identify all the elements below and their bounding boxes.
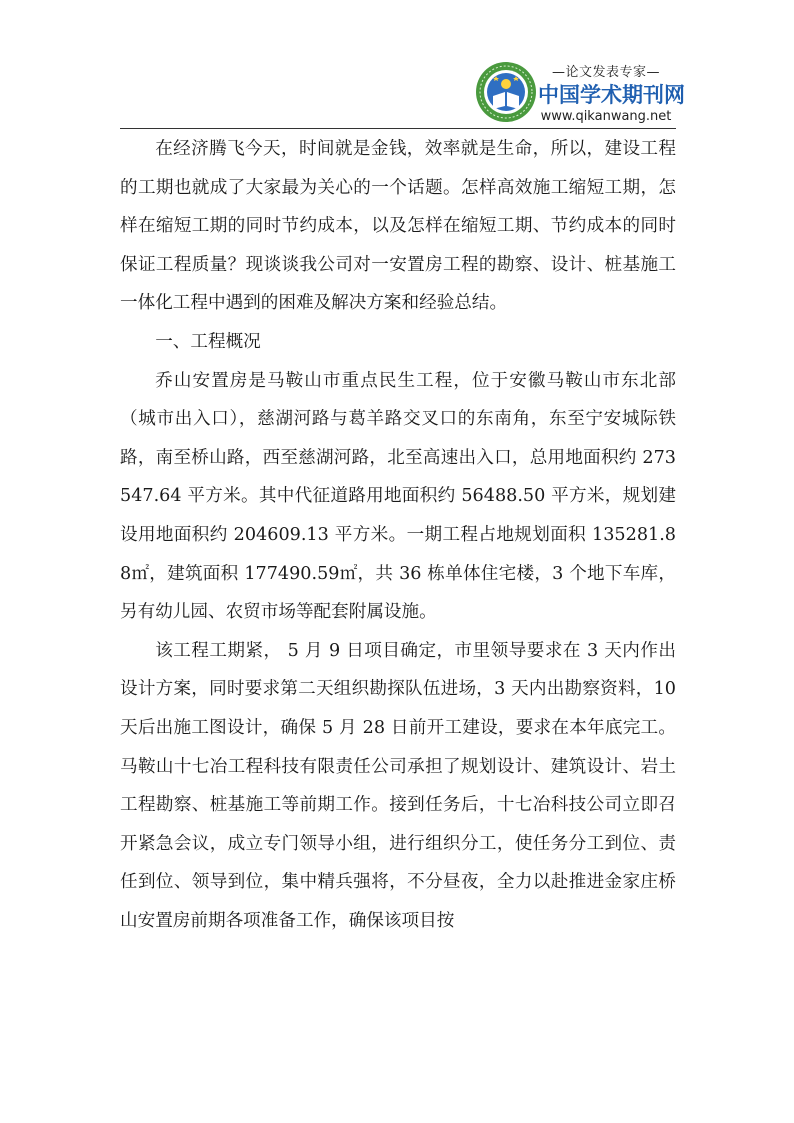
schedule-paragraph: 该工程工期紧， 5 月 9 日项目确定，市里领导要求在 3 天内作出设计方案，同时要求第二天组织勘探队伍进场，3 天内出勘察资料，10 天后出施工图设计，确保 5 月 28 日前开工建设，要求在本年底完工。马鞍山十七冶工程科技有限责任公司承担了规划设计、建筑设计、岩土工程勘察、桩基施工等前期工作。接到任务后，十七冶科技公司立即召开紧急会议，成立专门领导小组，进行组织分工，使任务分工到位、责任到位、领导到位，集中精兵强将，不分昼夜，全力以赴推进金家庄桥山安置房前期各项准备工作，确保该项目按 bbox=[120, 640, 676, 931]
document-body bbox=[120, 130, 676, 940]
page-header bbox=[120, 48, 685, 128]
overview-paragraph: 乔山安置房是马鞍山市重点民生工程，位于安徽马鞍山市东北部（城市出入口），慈湖河路与葛羊路交叉口的东南角，东至宁安城际铁路，南至桥山路，西至慈湖河路，北至高速出入口，总用地面积约 273547.64 平方米。其中代征道路用地面积约 56488.50 平方米，规划建设用地面积约 204609.13 平方米。一期工程占地规划面积 135281.88㎡，建筑面积 177490.59㎡，共 36 栋单体住宅楼，3 个地下车库，另有幼儿园、农贸市场等配套附属设施。 bbox=[120, 370, 676, 623]
header-divider bbox=[120, 128, 676, 129]
intro-paragraph: 在经济腾飞今天，时间就是金钱，效率就是生命，所以，建设工程的工期也就成了大家最为关心的一个话题。怎样高效施工缩短工期，怎样在缩短工期的同时节约成本，以及怎样在缩短工期、节约成本的同时保证工程质量？现谈谈我公司对一安置房工程的勘察、设计、桩基施工一体化工程中遇到的困难及解决方案和经验总结。 bbox=[120, 139, 676, 314]
brand-block bbox=[538, 64, 685, 125]
journal-seal-logo bbox=[474, 60, 538, 124]
brand-name: 中国学术期刊网 bbox=[538, 83, 685, 107]
section-heading: 一、工程概况 bbox=[155, 331, 261, 352]
brand-url: www.qikanwang.net bbox=[540, 109, 672, 124]
brand-tagline: —论文发表专家— bbox=[551, 65, 660, 80]
